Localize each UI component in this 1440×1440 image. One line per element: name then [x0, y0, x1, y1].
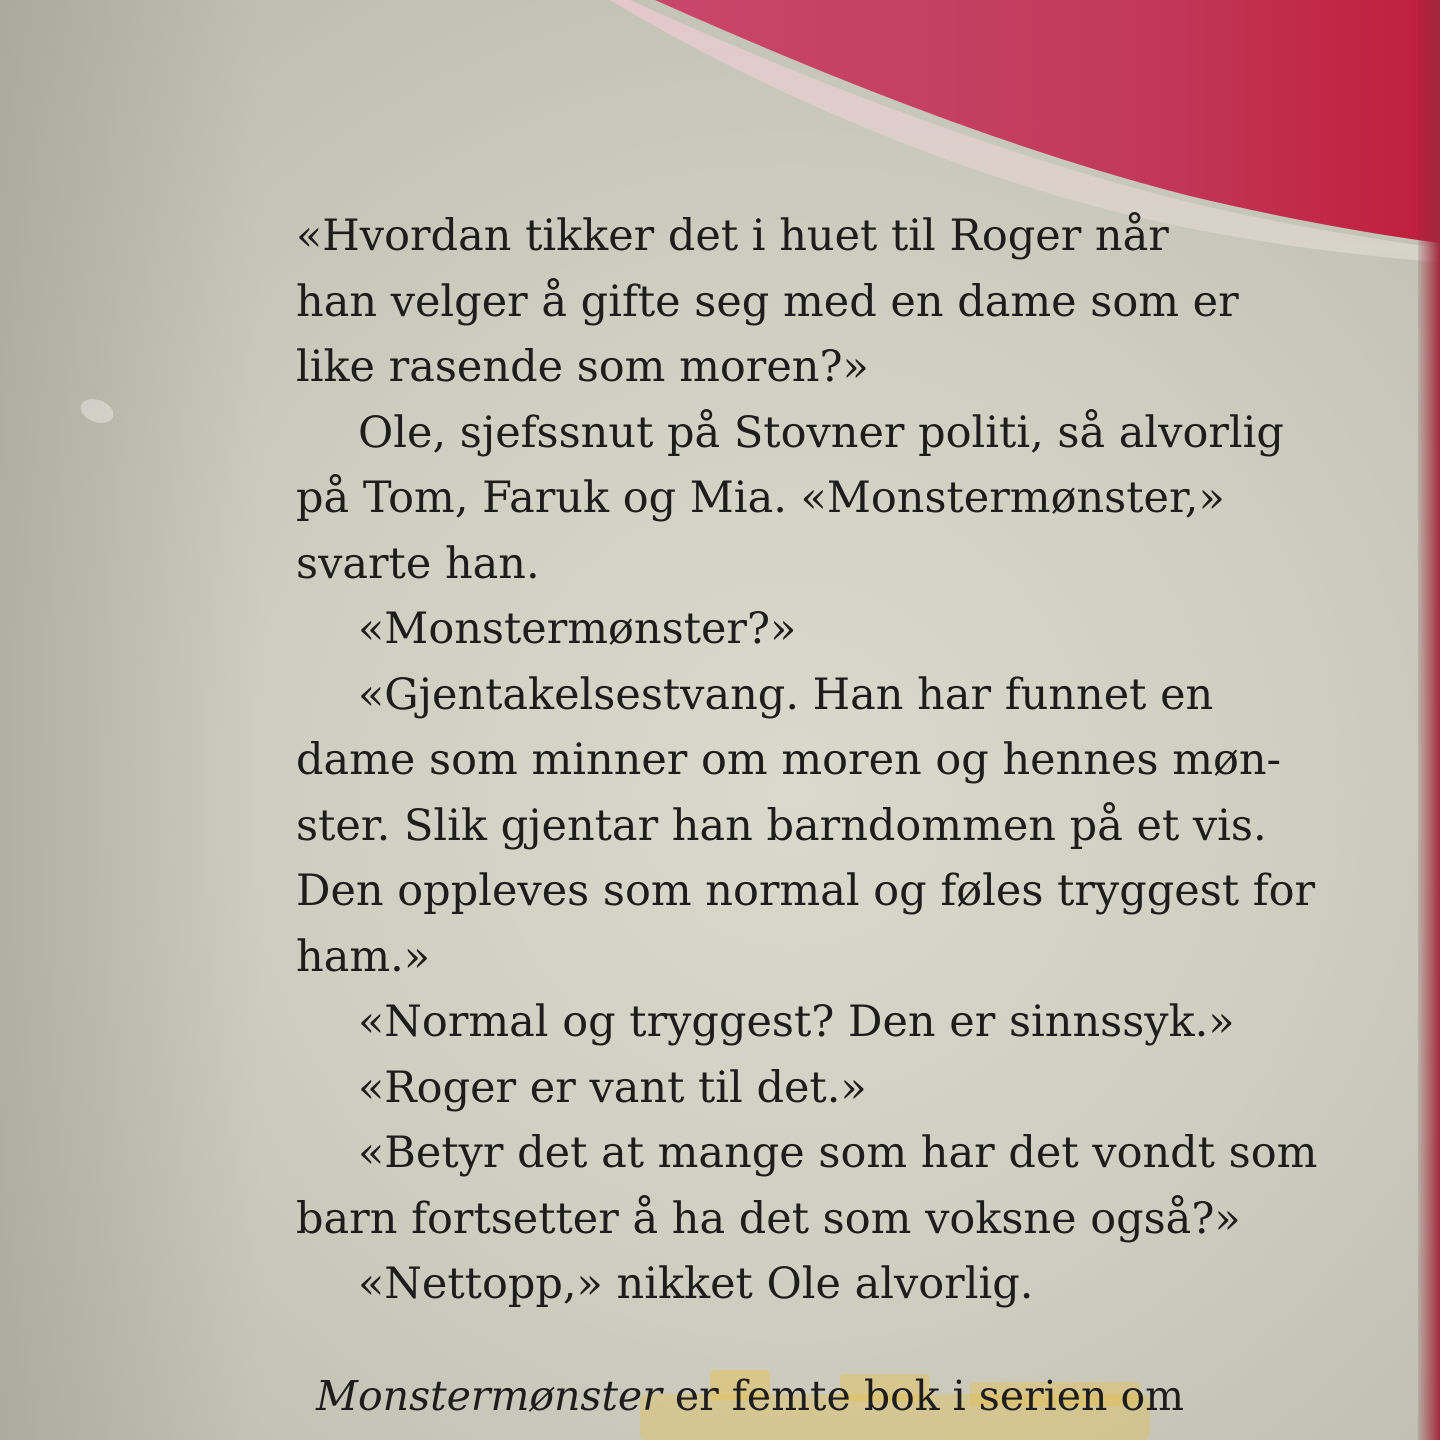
blurb-passage [296, 204, 1318, 1318]
text-line: barn fortsetter å ha det som voksne også?» [296, 1193, 1241, 1244]
text-line: «Roger er vant til det.» [358, 1062, 867, 1113]
text-line: på Tom, Faruk og Mia. «Monstermønster,» [296, 473, 1225, 523]
text-line: «Nettopp,» nikket Ole alvorlig. [358, 1259, 1034, 1309]
series-note [316, 1366, 1184, 1426]
text-line: han velger å gifte seg med en dame som er [296, 276, 1239, 327]
text-line: «Gjentakelsestvang. Han har funnet en [358, 669, 1214, 720]
book-title: Monstermønster [316, 1372, 662, 1420]
text-line: dame som minner om moren og hennes møn- [296, 735, 1282, 785]
text-line: ster. Slik gjentar han barndommen på et vis. [296, 800, 1267, 851]
text-line: «Monstermønster?» [358, 604, 797, 654]
text-line: Den oppleves som normal og føles tryggest for [296, 866, 1316, 916]
cover-edge [1418, 0, 1440, 1440]
text-line: «Hvordan tikker det i huet til Roger når [296, 211, 1169, 261]
text-line: «Betyr det at mange som har det vondt som [358, 1128, 1318, 1178]
text-line: «Normal og tryggest? Den er sinnssyk.» [358, 997, 1235, 1047]
text-line: Ole, sjefssnut på Stovner politi, så alvorlig [358, 407, 1284, 458]
text-line: svarte han. [296, 538, 540, 589]
series-note-text: er femte bok i serien om [661, 1372, 1185, 1420]
text-line: like rasende som moren?» [296, 342, 869, 392]
text-line: ham.» [296, 931, 431, 982]
